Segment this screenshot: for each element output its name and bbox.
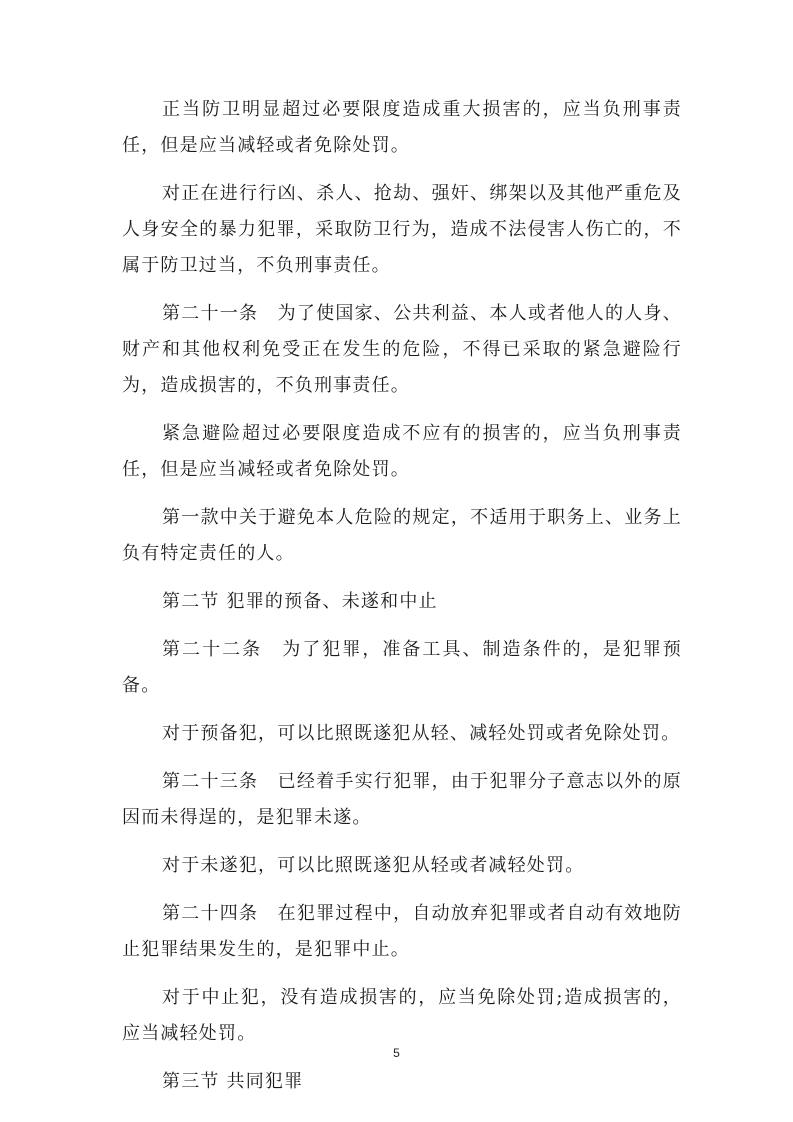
paragraph-special-defense: 对正在进行行凶、杀人、抢劫、强奸、绑架以及其他严重危及人身安全的暴力犯罪，采取防卫行为，造成不法侵害人伤亡的，不属于防卫过当，不负刑事责任。 (122, 183, 682, 276)
paragraph-discontinuation-penalty: 对于中止犯，没有造成损害的，应当免除处罚;造成损害的，应当减轻处罚。 (122, 987, 682, 1044)
paragraph-article-23: 第二十三条 已经着手实行犯罪，由于犯罪分子意志以外的原因而未得逞的，是犯罪未遂。 (122, 771, 682, 828)
paragraph-excessive-defense: 正当防卫明显超过必要限度造成重大损害的，应当负刑事责任，但是应当减轻或者免除处罚。 (122, 99, 682, 156)
paragraph-attempt-penalty: 对于未遂犯，可以比照既遂犯从轻或者减轻处罚。 (162, 855, 585, 876)
page-number: 5 (393, 1046, 400, 1060)
paragraph-preparation-penalty: 对于预备犯，可以比照既遂犯从轻、减轻处罚或者免除处罚。 (162, 723, 681, 744)
paragraph-article-21: 第二十一条 为了使国家、公共利益、本人或者他人的人身、财产和其他权利免受正在发生的危险，不得已采取的紧急避险行为，造成损害的，不负刑事责任。 (122, 303, 682, 396)
paragraph-duty-exception: 第一款中关于避免本人危险的规定，不适用于职务上、业务上负有特定责任的人。 (122, 507, 682, 564)
document-body (122, 92, 682, 1112)
paragraph-article-22: 第二十二条 为了犯罪，准备工具、制造条件的，是犯罪预备。 (122, 639, 682, 696)
section-heading-3: 第三节 共同犯罪 (162, 1071, 304, 1092)
paragraph-excessive-necessity: 紧急避险超过必要限度造成不应有的损害的，应当负刑事责任，但是应当减轻或者免除处罚。 (122, 423, 682, 480)
paragraph-article-24: 第二十四条 在犯罪过程中，自动放弃犯罪或者自动有效地防止犯罪结果发生的，是犯罪中止。 (122, 903, 682, 960)
section-heading-2: 第二节 犯罪的预备、未遂和中止 (162, 591, 438, 612)
